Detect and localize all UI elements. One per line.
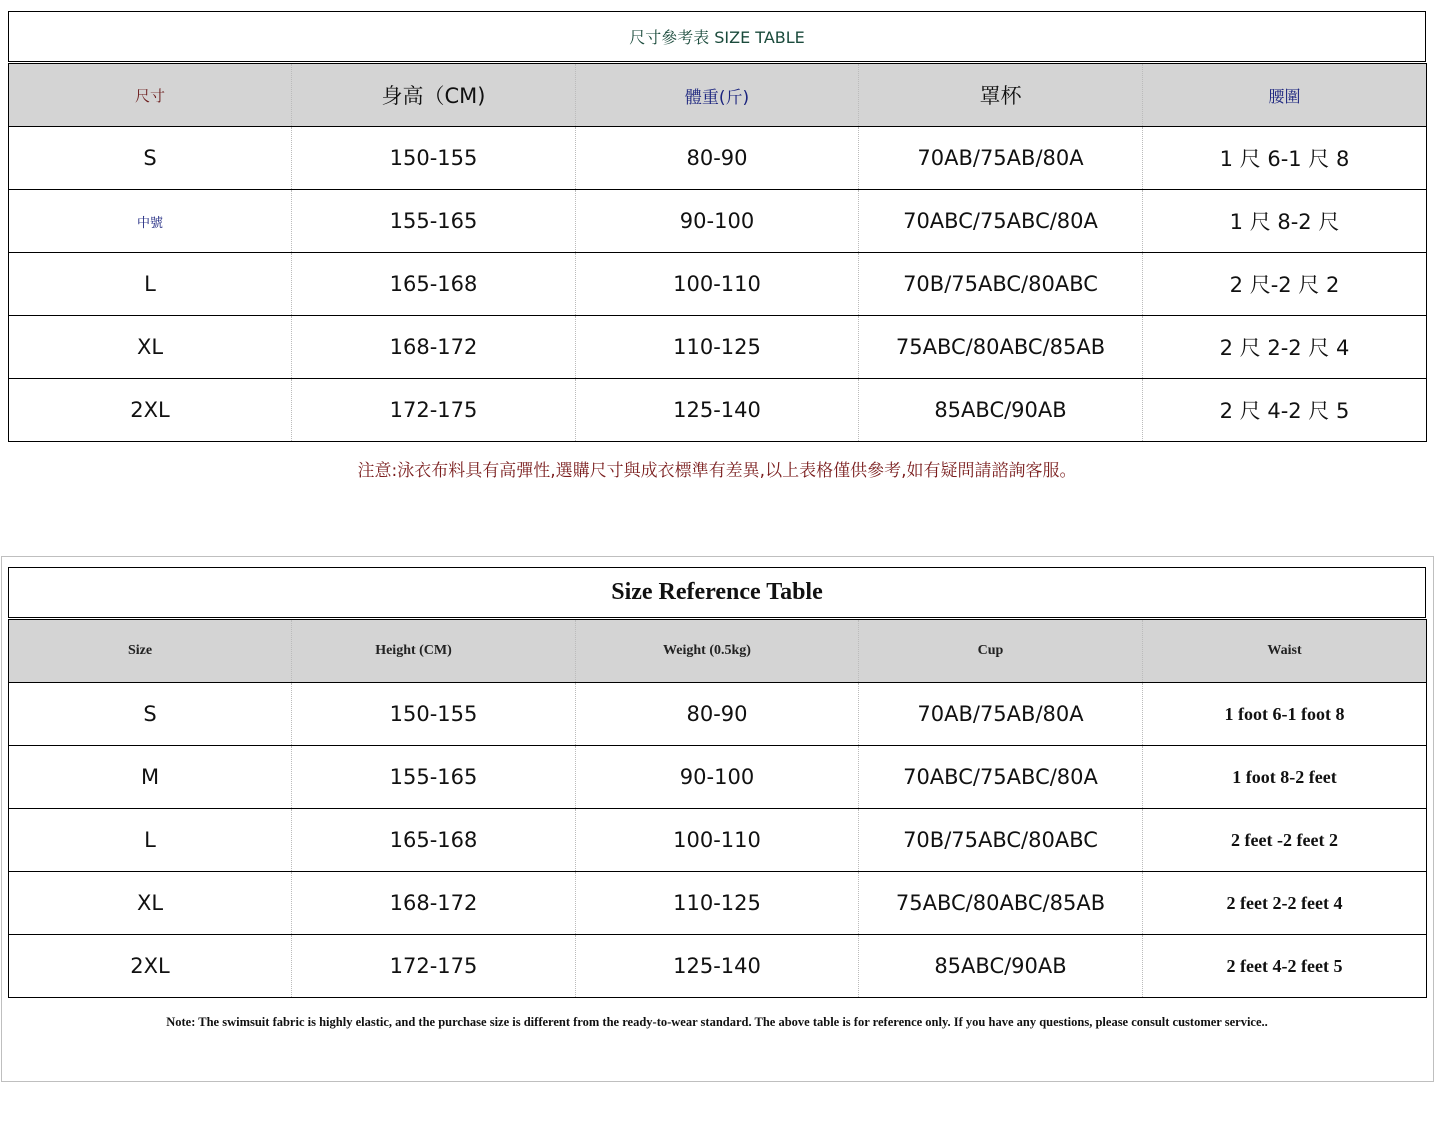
cell-weight: 80-90 <box>576 683 859 746</box>
cell-cup: 85ABC/90AB <box>859 935 1143 998</box>
cell-waist: 2 尺 2-2 尺 4 <box>1143 316 1427 379</box>
header-cup: 罩杯 <box>859 64 1143 127</box>
cell-waist: 1 foot 8-2 feet <box>1143 746 1427 809</box>
cell-weight: 90-100 <box>576 746 859 809</box>
cell-waist: 2 尺-2 尺 2 <box>1143 253 1427 316</box>
cell-weight: 125-140 <box>576 935 859 998</box>
cell-size: 2XL <box>9 379 292 442</box>
table-row <box>9 127 1427 190</box>
size-table-title-en: Size Reference Table <box>8 567 1426 618</box>
header-weight: 體重(斤) <box>576 64 859 127</box>
cell-cup: 70ABC/75ABC/80A <box>859 746 1143 809</box>
table-row <box>9 746 1427 809</box>
cell-cup: 85ABC/90AB <box>859 379 1143 442</box>
cell-waist: 1 foot 6-1 foot 8 <box>1143 683 1427 746</box>
table-row <box>9 809 1427 872</box>
cell-weight: 125-140 <box>576 379 859 442</box>
header-height: 身高（CM) <box>292 64 576 127</box>
cell-height: 172-175 <box>292 379 576 442</box>
cell-weight: 110-125 <box>576 316 859 379</box>
header-size: 尺寸 <box>9 64 292 127</box>
cell-waist: 2 feet 4-2 feet 5 <box>1143 935 1427 998</box>
cell-weight: 90-100 <box>576 190 859 253</box>
cell-weight: 100-110 <box>576 253 859 316</box>
cell-height: 168-172 <box>292 316 576 379</box>
cell-height: 155-165 <box>292 746 576 809</box>
cell-cup: 70B/75ABC/80ABC <box>859 253 1143 316</box>
cell-size: 2XL <box>9 935 292 998</box>
table-row <box>9 316 1427 379</box>
cell-size: XL <box>9 316 292 379</box>
cell-cup: 70AB/75AB/80A <box>859 127 1143 190</box>
cell-waist: 2 尺 4-2 尺 5 <box>1143 379 1427 442</box>
size-table-en <box>8 619 1427 998</box>
cell-size: L <box>9 253 292 316</box>
cell-size: S <box>9 683 292 746</box>
cell-weight: 80-90 <box>576 127 859 190</box>
header-waist: 腰圍 <box>1143 64 1427 127</box>
cell-weight: 110-125 <box>576 872 859 935</box>
cell-cup: 75ABC/80ABC/85AB <box>859 316 1143 379</box>
table-row <box>9 872 1427 935</box>
cell-height: 168-172 <box>292 872 576 935</box>
disclaimer-note-en: Note: The swimsuit fabric is highly elastic, and the purchase size is different from the ready-to-wear standard. The above table is for reference only. If you have any questions, please consult customer service.. <box>166 1015 1268 1029</box>
cell-size: S <box>9 127 292 190</box>
size-table-cn <box>8 63 1427 442</box>
cell-height: 155-165 <box>292 190 576 253</box>
cell-size: 中號 <box>9 190 292 253</box>
cell-cup: 75ABC/80ABC/85AB <box>859 872 1143 935</box>
cell-cup: 70AB/75AB/80A <box>859 683 1143 746</box>
cell-height: 150-155 <box>292 683 576 746</box>
cell-height: 150-155 <box>292 127 576 190</box>
header-cup: Cup <box>859 620 1143 683</box>
cell-size: L <box>9 809 292 872</box>
header-size: Size <box>9 620 292 683</box>
header-weight: Weight (0.5kg) <box>576 620 859 683</box>
disclaimer-note-cn: 注意:泳衣布料具有高彈性,選購尺寸與成衣標準有差異,以上表格僅供參考,如有疑問請諮詢客服。 <box>357 461 1077 481</box>
header-height: Height (CM) <box>292 620 576 683</box>
table-header-row <box>9 620 1427 683</box>
cell-height: 165-168 <box>292 253 576 316</box>
cell-cup: 70B/75ABC/80ABC <box>859 809 1143 872</box>
cell-waist: 2 feet 2-2 feet 4 <box>1143 872 1427 935</box>
cell-height: 165-168 <box>292 809 576 872</box>
header-waist: Waist <box>1143 620 1427 683</box>
table-row <box>9 253 1427 316</box>
cell-cup: 70ABC/75ABC/80A <box>859 190 1143 253</box>
cell-height: 172-175 <box>292 935 576 998</box>
table-row <box>9 379 1427 442</box>
table-row <box>9 190 1427 253</box>
cell-size: M <box>9 746 292 809</box>
cell-waist: 1 尺 6-1 尺 8 <box>1143 127 1427 190</box>
table-header-row <box>9 64 1427 127</box>
cell-size: XL <box>9 872 292 935</box>
cell-weight: 100-110 <box>576 809 859 872</box>
table-row <box>9 683 1427 746</box>
cell-waist: 1 尺 8-2 尺 <box>1143 190 1427 253</box>
size-table-title-cn: 尺寸參考表 SIZE TABLE <box>8 11 1426 62</box>
cell-waist: 2 feet -2 feet 2 <box>1143 809 1427 872</box>
table-row <box>9 935 1427 998</box>
